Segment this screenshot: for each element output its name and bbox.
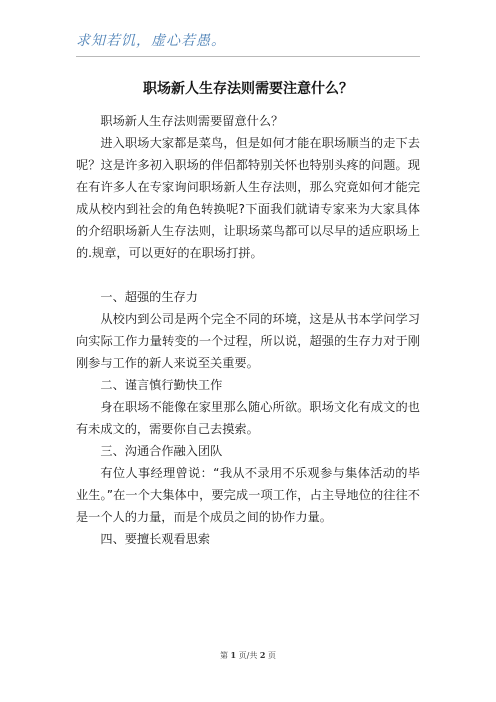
document-body xyxy=(76,110,420,550)
footer-total-pages: 2 xyxy=(259,650,266,660)
footer-current-page: 1 xyxy=(230,650,237,660)
header-divider xyxy=(76,56,420,57)
paragraph-intro: 进入职场大家都是菜鸟，但是如何才能在职场顺当的走下去呢？这是许多初入职场的伴侣都特别关怀也特别头疼的问题。现在有许多人在专家询问职场新人生存法则，那么究竟如何才能完成从校内到社会的角色转换呢?下面我们就请专家来为大家具体的介绍职场新人生存法则，让职场菜鸟都可以尽早的适应职场上的.规章，可以更好的在职场打拼。 xyxy=(76,136,420,260)
footer-prefix: 第 xyxy=(219,651,228,660)
paragraph-spacer xyxy=(76,264,420,286)
paragraph-intro-question: 职场新人生存法则需要留意什么？ xyxy=(100,114,284,128)
section-body-1: 从校内到公司是两个完全不同的环境，这是从书本学问学习向实际工作力量转变的一个过程，所以说，超强的生存力对于刚刚参与工作的新人来说至关重要。 xyxy=(76,312,420,370)
section-heading-2: 二、谨言慎行勤快工作 xyxy=(100,378,223,392)
footer-suffix: 页 xyxy=(268,651,277,660)
section-heading-1: 一、超强的生存力 xyxy=(100,290,198,304)
section-heading-4: 四、要擅长观看思索 xyxy=(100,532,211,546)
footer-middle: 页/共 xyxy=(238,651,258,660)
section-heading-3: 三、沟通合作融入团队 xyxy=(100,444,223,458)
section-body-3: 有位人事经理曾说：“我从不录用不乐观参与集体活动的毕业生。”在一个大集体中，要完成一项工作，占主导地位的往往不是一个人的力量，而是个成员之间的协作力量。 xyxy=(76,466,420,524)
section-body-2: 身在职场不能像在家里那么随心所欲。职场文化有成文的也有未成文的，需要你自己去摸索。 xyxy=(76,400,420,436)
document-title: 职场新人生存法则需要注意什么？ xyxy=(143,81,353,97)
header-motto: 求知若饥，虚心若愚。 xyxy=(76,33,226,49)
page-footer xyxy=(0,650,496,661)
